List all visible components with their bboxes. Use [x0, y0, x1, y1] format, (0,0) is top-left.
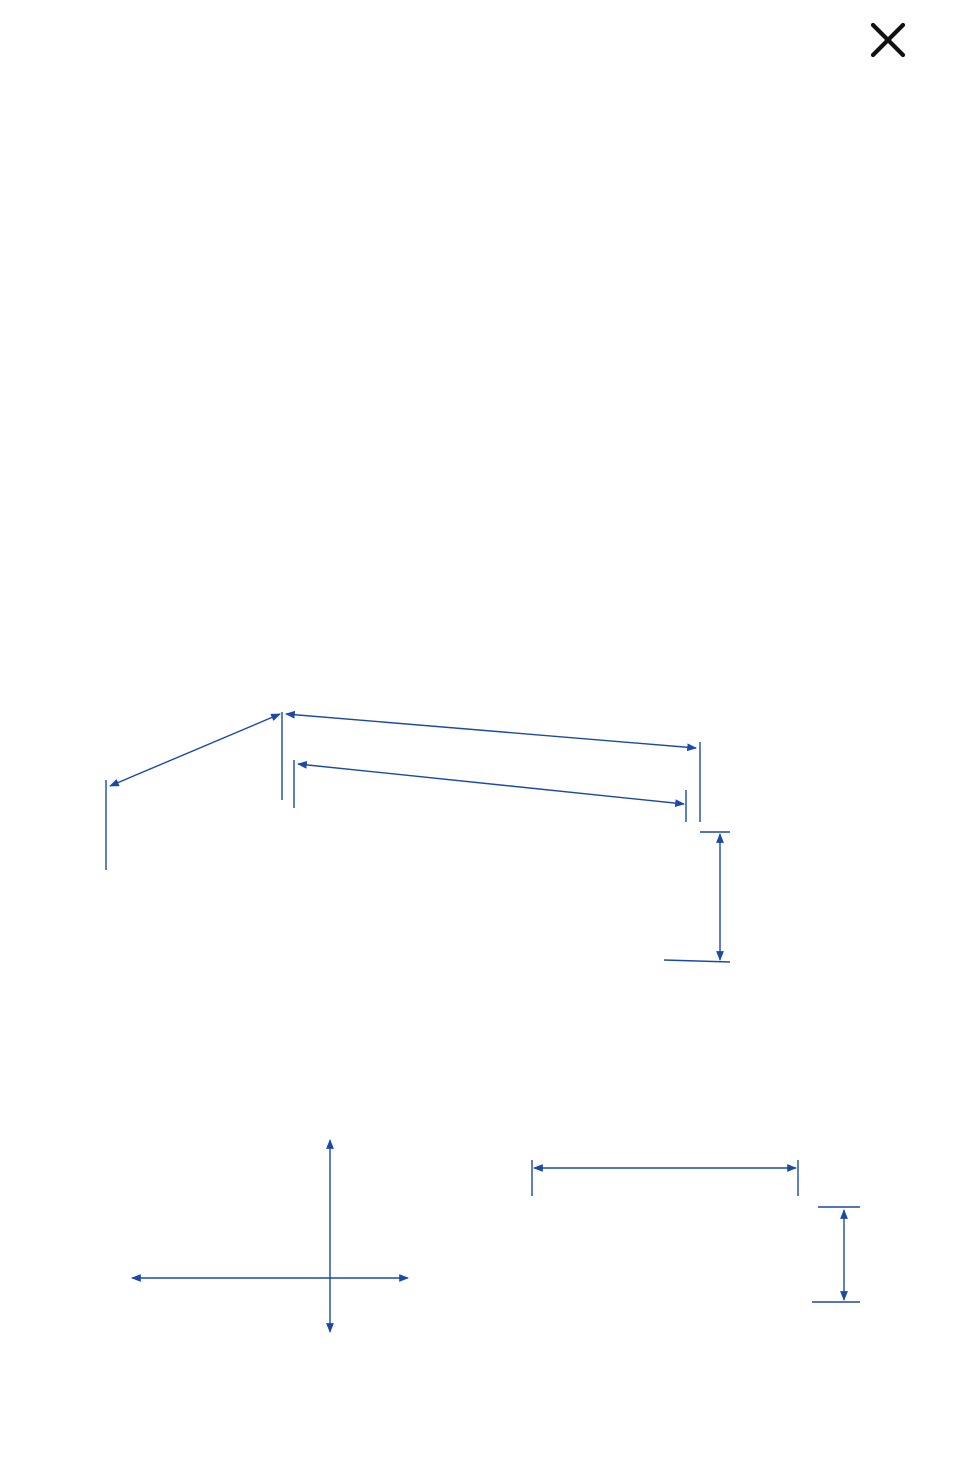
top-view: [132, 1140, 408, 1336]
close-icon: [870, 22, 906, 58]
side-view: [532, 1160, 860, 1302]
close-button[interactable]: [862, 14, 914, 66]
iso-view: [106, 712, 730, 962]
